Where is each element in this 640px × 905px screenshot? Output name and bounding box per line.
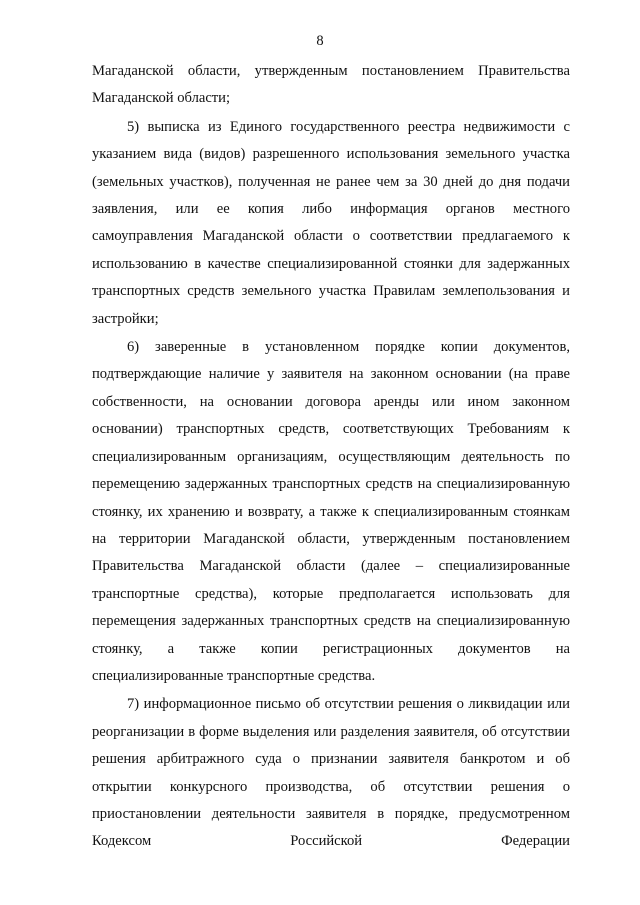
- document-body: [92, 58, 570, 856]
- paragraph-item-5: 5) выписка из Единого государственного реестра недвижимости с указанием вида (видов) разрешенного использования земельного участка (земельных участков), полученная не ранее чем за 30 дней до дня подачи заявления, или ее копия либо информация органов местного самоуправления Магаданской области о соответствии предлагаемого к использованию в качестве специализированной стоянки для задержанных транспортных средств земельного участка Правилам землепользования и застройки;: [92, 118, 570, 327]
- page-number: 8: [316, 33, 324, 49]
- paragraph-item-7: 7) информационное письмо об отсутствии решения о ликвидации или реорганизации в форме выделения или разделения заявителя, об отсутствии решения арбитражного суда о признании заявителя банкротом и об открытии конкурсного производства, об отсутствии решения о приостановлении деятельности заявителя в порядке, предусмотренном Кодексом Российской Федерации: [92, 696, 570, 850]
- paragraph-item-6: 6) заверенные в установленном порядке копии документов, подтверждающие наличие у заявителя на законном основании (на праве собственности, на основании договора аренды или ином законном основании) транспортных средств, соответствующих Требованиям к специализированным организациям, осуществляющим деятельность по перемещению задержанных транспортных средств на специализированную стоянку, их хранению и возврату, а также к специализированным стоянкам на территории Магаданской области, утвержденным постановлением Правительства Магаданской области (далее – специализированные транспортные средства), которые предполагается использовать для перемещения задержанных транспортных средств на специализированную стоянку, а также копии регистрационных документов на специализированные транспортные средства.: [92, 339, 570, 684]
- paragraph-continuation: Магаданской области, утвержденным постановлением Правительства Магаданской области;: [92, 63, 570, 107]
